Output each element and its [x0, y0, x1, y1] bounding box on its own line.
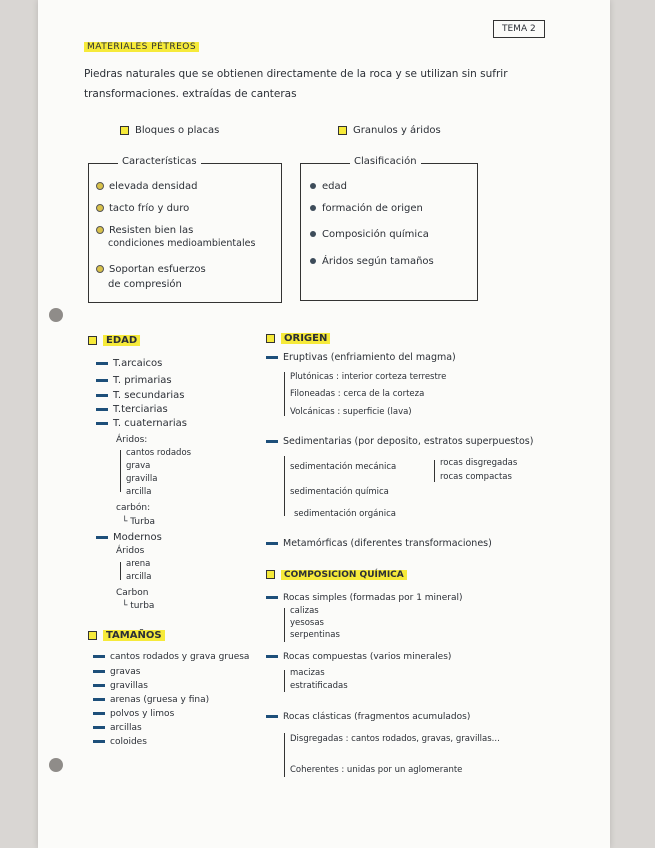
dash-icon — [96, 536, 108, 539]
bullet-icon — [96, 204, 104, 212]
checkbox-icon — [266, 570, 275, 579]
page-title: MATERIALES PÉTREOS — [84, 42, 199, 52]
sub-item: yesosas — [290, 618, 324, 628]
list-item: edad — [310, 181, 347, 193]
sub-item: gravilla — [126, 474, 158, 484]
clasificacion-label: Clasificación — [350, 156, 421, 167]
list-item: gravillas — [93, 681, 148, 691]
dash-icon — [96, 379, 108, 382]
bullet-icon — [96, 265, 104, 273]
list-item: Metamórficas (diferentes transformaciones) — [266, 539, 492, 550]
intro-line-1: Piedras naturales que se obtienen directamente de la roca y se utilizan sin sufrir — [84, 68, 508, 80]
list-item: elevada densidad — [96, 181, 197, 193]
dash-icon — [93, 740, 105, 743]
dash-icon — [266, 542, 278, 545]
aridos-label: Áridos — [116, 546, 145, 556]
sub-item: sedimentación química — [290, 487, 389, 497]
checkbox-icon — [266, 334, 275, 343]
sub-item: Coherentes : unidas por un aglomerante — [290, 765, 463, 775]
dash-icon — [96, 408, 108, 411]
bullet-icon — [310, 183, 316, 189]
dash-icon — [93, 670, 105, 673]
list-item: polvos y limos — [93, 709, 174, 719]
list-item: T. primarias — [96, 375, 172, 387]
list-item-cont: condiciones medioambientales — [108, 238, 256, 249]
carbon-label: carbón: — [116, 503, 151, 513]
dash-icon — [266, 655, 278, 658]
sub-item: └ turba — [122, 601, 155, 611]
dash-icon — [96, 422, 108, 425]
list-item: Soportan esfuerzos — [96, 264, 206, 276]
list-item: Áridos según tamaños — [310, 256, 434, 268]
dash-icon — [93, 684, 105, 687]
sub-item: Disgregadas : cantos rodados, gravas, gravillas... — [290, 734, 500, 744]
list-item: tacto frío y duro — [96, 203, 189, 215]
list-item: cantos rodados y grava gruesa — [93, 652, 249, 662]
sub-item: arcilla — [126, 487, 152, 497]
list-item: arcillas — [93, 723, 142, 733]
sub-item: arcilla — [126, 572, 152, 582]
list-item: T.terciarias — [96, 404, 168, 416]
checkbox-icon — [120, 126, 129, 135]
bullet-icon — [310, 231, 316, 237]
list-item: T. secundarias — [96, 390, 185, 402]
bracket — [434, 460, 435, 482]
list-item: Sedimentarias (por deposito, estratos superpuestos) — [266, 437, 533, 448]
sub-item: Plutónicas : interior corteza terrestre — [290, 372, 447, 382]
checkbox-icon — [88, 336, 97, 345]
dash-icon — [96, 362, 108, 365]
dash-icon — [266, 356, 278, 359]
sub-item: estratificadas — [290, 681, 348, 691]
type-bloques: Bloques o placas — [120, 125, 219, 137]
dash-icon — [266, 596, 278, 599]
sub-item: └ Turba — [122, 517, 156, 527]
list-item: T.arcaicos — [96, 358, 162, 370]
list-item: Modernos — [96, 532, 162, 544]
sub-item: calizas — [290, 606, 319, 616]
list-item: arenas (gruesa y fina) — [93, 695, 209, 705]
sub-item: Filoneadas : cerca de la corteza — [290, 389, 425, 399]
list-item: coloides — [93, 737, 147, 747]
list-item: Composición química — [310, 229, 429, 241]
dash-icon — [96, 394, 108, 397]
bullet-icon — [96, 182, 104, 190]
binder-hole — [49, 758, 63, 772]
aridos-label: Áridos: — [116, 435, 148, 445]
sub-item: Volcánicas : superficie (lava) — [290, 407, 412, 417]
list-item: gravas — [93, 667, 140, 677]
tamanos-heading: TAMAÑOS — [88, 630, 165, 642]
bracket — [284, 733, 285, 777]
intro-line-2: transformaciones. extraídas de canteras — [84, 88, 297, 100]
edad-heading: EDAD — [88, 335, 140, 347]
notebook-page — [38, 0, 610, 848]
sub-item: grava — [126, 461, 151, 471]
sub-item: sedimentación mecánica — [290, 462, 397, 472]
sub-item: arena — [126, 559, 151, 569]
sub-item: macizas — [290, 668, 325, 678]
composicion-heading: COMPOSICION QUÍMICA — [266, 570, 407, 580]
sub-item: serpentinas — [290, 630, 340, 640]
bracket — [120, 562, 121, 580]
dash-icon — [266, 715, 278, 718]
sub-item: sedimentación orgánica — [294, 509, 396, 519]
sub-item: cantos rodados — [126, 448, 192, 458]
list-item: Rocas clásticas (fragmentos acumulados) — [266, 712, 470, 722]
dash-icon — [93, 726, 105, 729]
tema-label: TEMA 2 — [493, 20, 545, 38]
bracket — [284, 670, 285, 692]
list-item: formación de origen — [310, 203, 423, 215]
list-item: Eruptivas (enfriamiento del magma) — [266, 353, 456, 364]
list-item-cont: de compresión — [108, 279, 182, 290]
carbon-label: Carbon — [116, 588, 149, 598]
dash-icon — [93, 712, 105, 715]
bullet-icon — [96, 226, 104, 234]
bracket — [120, 450, 121, 492]
bracket — [284, 608, 285, 642]
list-item: T. cuaternarias — [96, 418, 187, 430]
caracteristicas-label: Características — [118, 156, 201, 167]
type-granulos: Granulos y áridos — [338, 125, 441, 137]
sub-item: rocas compactas — [440, 472, 512, 482]
dash-icon — [266, 440, 278, 443]
list-item: Rocas compuestas (varios minerales) — [266, 652, 451, 662]
sub-item: rocas disgregadas — [440, 458, 518, 468]
dash-icon — [93, 655, 105, 658]
checkbox-icon — [338, 126, 347, 135]
list-item: Rocas simples (formadas por 1 mineral) — [266, 593, 463, 603]
bullet-icon — [310, 258, 316, 264]
checkbox-icon — [88, 631, 97, 640]
origen-heading: ORIGEN — [266, 333, 330, 345]
bracket — [284, 372, 285, 416]
bracket — [284, 456, 285, 516]
bullet-icon — [310, 205, 316, 211]
dash-icon — [93, 698, 105, 701]
list-item: Resisten bien las — [96, 225, 193, 237]
binder-hole — [49, 308, 63, 322]
